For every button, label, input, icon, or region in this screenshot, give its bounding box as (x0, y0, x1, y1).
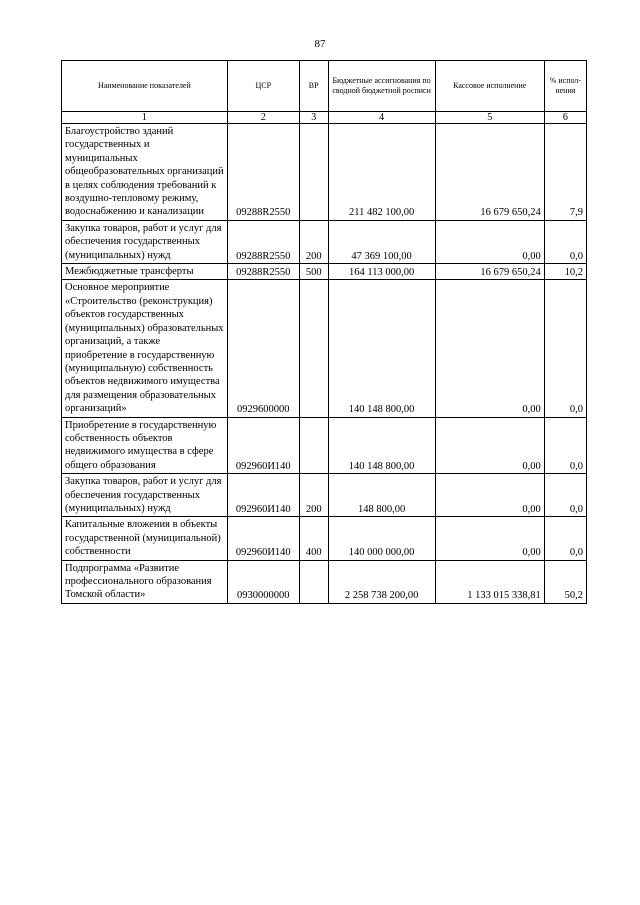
row-execution: 16 679 650,24 (435, 124, 544, 221)
row-percent: 10,2 (544, 264, 586, 280)
row-csr: 09288R2550 (227, 264, 299, 280)
row-percent: 0,0 (544, 220, 586, 263)
row-execution: 1 133 015 338,81 (435, 560, 544, 603)
row-csr: 092960И140 (227, 517, 299, 560)
table-row (62, 417, 587, 474)
row-name: Подпрограмма «Развитие профессионального образования Томской области» (62, 560, 228, 603)
row-budget: 2 258 738 200,00 (328, 560, 435, 603)
row-csr: 09288R2550 (227, 124, 299, 221)
header-percent: % испол-нения (544, 61, 586, 112)
row-percent: 0,0 (544, 280, 586, 417)
column-number: 6 (544, 112, 586, 124)
row-percent: 7,9 (544, 124, 586, 221)
row-name: Приобретение в государственную собственность объектов недвижимого имущества в сфере общего образования (62, 417, 228, 474)
row-budget: 148 800,00 (328, 474, 435, 517)
row-vr (299, 124, 328, 221)
column-number: 5 (435, 112, 544, 124)
column-number: 1 (62, 112, 228, 124)
row-name: Межбюджетные трансферты (62, 264, 228, 280)
table-row (62, 280, 587, 417)
row-execution: 16 679 650,24 (435, 264, 544, 280)
row-vr: 500 (299, 264, 328, 280)
row-budget: 211 482 100,00 (328, 124, 435, 221)
row-execution: 0,00 (435, 417, 544, 474)
row-vr: 200 (299, 474, 328, 517)
header-budget: Бюджетные ассигнования по сводной бюджетной росписи (328, 61, 435, 112)
row-csr: 092960И140 (227, 474, 299, 517)
row-budget: 140 000 000,00 (328, 517, 435, 560)
row-name: Благоустройство зданий государственных и муниципальных общеобразовательных организаций в целях соблюдения требований к воздушно-тепловому режиму, водоснабжению и канализации (62, 124, 228, 221)
row-vr: 200 (299, 220, 328, 263)
row-name: Закупка товаров, работ и услуг для обеспечения государственных (муниципальных) нужд (62, 474, 228, 517)
page-number: 87 (314, 38, 326, 50)
row-percent: 50,2 (544, 560, 586, 603)
row-csr: 09288R2550 (227, 220, 299, 263)
row-name: Капитальные вложения в объекты государственной (муниципальной) собственности (62, 517, 228, 560)
row-csr: 0930000000 (227, 560, 299, 603)
table-row (62, 560, 587, 603)
column-number: 4 (328, 112, 435, 124)
row-execution: 0,00 (435, 474, 544, 517)
header-vr: ВР (299, 61, 328, 112)
table-row (62, 517, 587, 560)
row-percent: 0,0 (544, 517, 586, 560)
row-name: Основное мероприятие «Строительство (реконструкция) объектов государственных (муниципальных) образовательных организаций, а также приобретение в государственную (муниципальную) собственность объектов недвижимого имущества для размещения образовательных организаций» (62, 280, 228, 417)
table-row (62, 124, 587, 221)
row-percent: 0,0 (544, 474, 586, 517)
table-row (62, 474, 587, 517)
column-number-row (62, 112, 587, 124)
row-execution: 0,00 (435, 517, 544, 560)
row-csr: 0929600000 (227, 280, 299, 417)
row-vr (299, 417, 328, 474)
row-vr: 400 (299, 517, 328, 560)
row-csr: 092960И140 (227, 417, 299, 474)
row-vr (299, 280, 328, 417)
table-row (62, 220, 587, 263)
row-vr (299, 560, 328, 603)
table-header-row (62, 61, 587, 112)
row-name: Закупка товаров, работ и услуг для обеспечения государственных (муниципальных) нужд (62, 220, 228, 263)
row-budget: 47 369 100,00 (328, 220, 435, 263)
row-execution: 0,00 (435, 220, 544, 263)
row-budget: 164 113 000,00 (328, 264, 435, 280)
column-number: 2 (227, 112, 299, 124)
row-execution: 0,00 (435, 280, 544, 417)
budget-execution-table (61, 60, 587, 604)
column-number: 3 (299, 112, 328, 124)
row-budget: 140 148 800,00 (328, 417, 435, 474)
row-budget: 140 148 800,00 (328, 280, 435, 417)
header-execution: Кассовое исполнение (435, 61, 544, 112)
row-percent: 0,0 (544, 417, 586, 474)
header-name: Наименование показателей (62, 61, 228, 112)
header-csr: ЦСР (227, 61, 299, 112)
table-row (62, 264, 587, 280)
